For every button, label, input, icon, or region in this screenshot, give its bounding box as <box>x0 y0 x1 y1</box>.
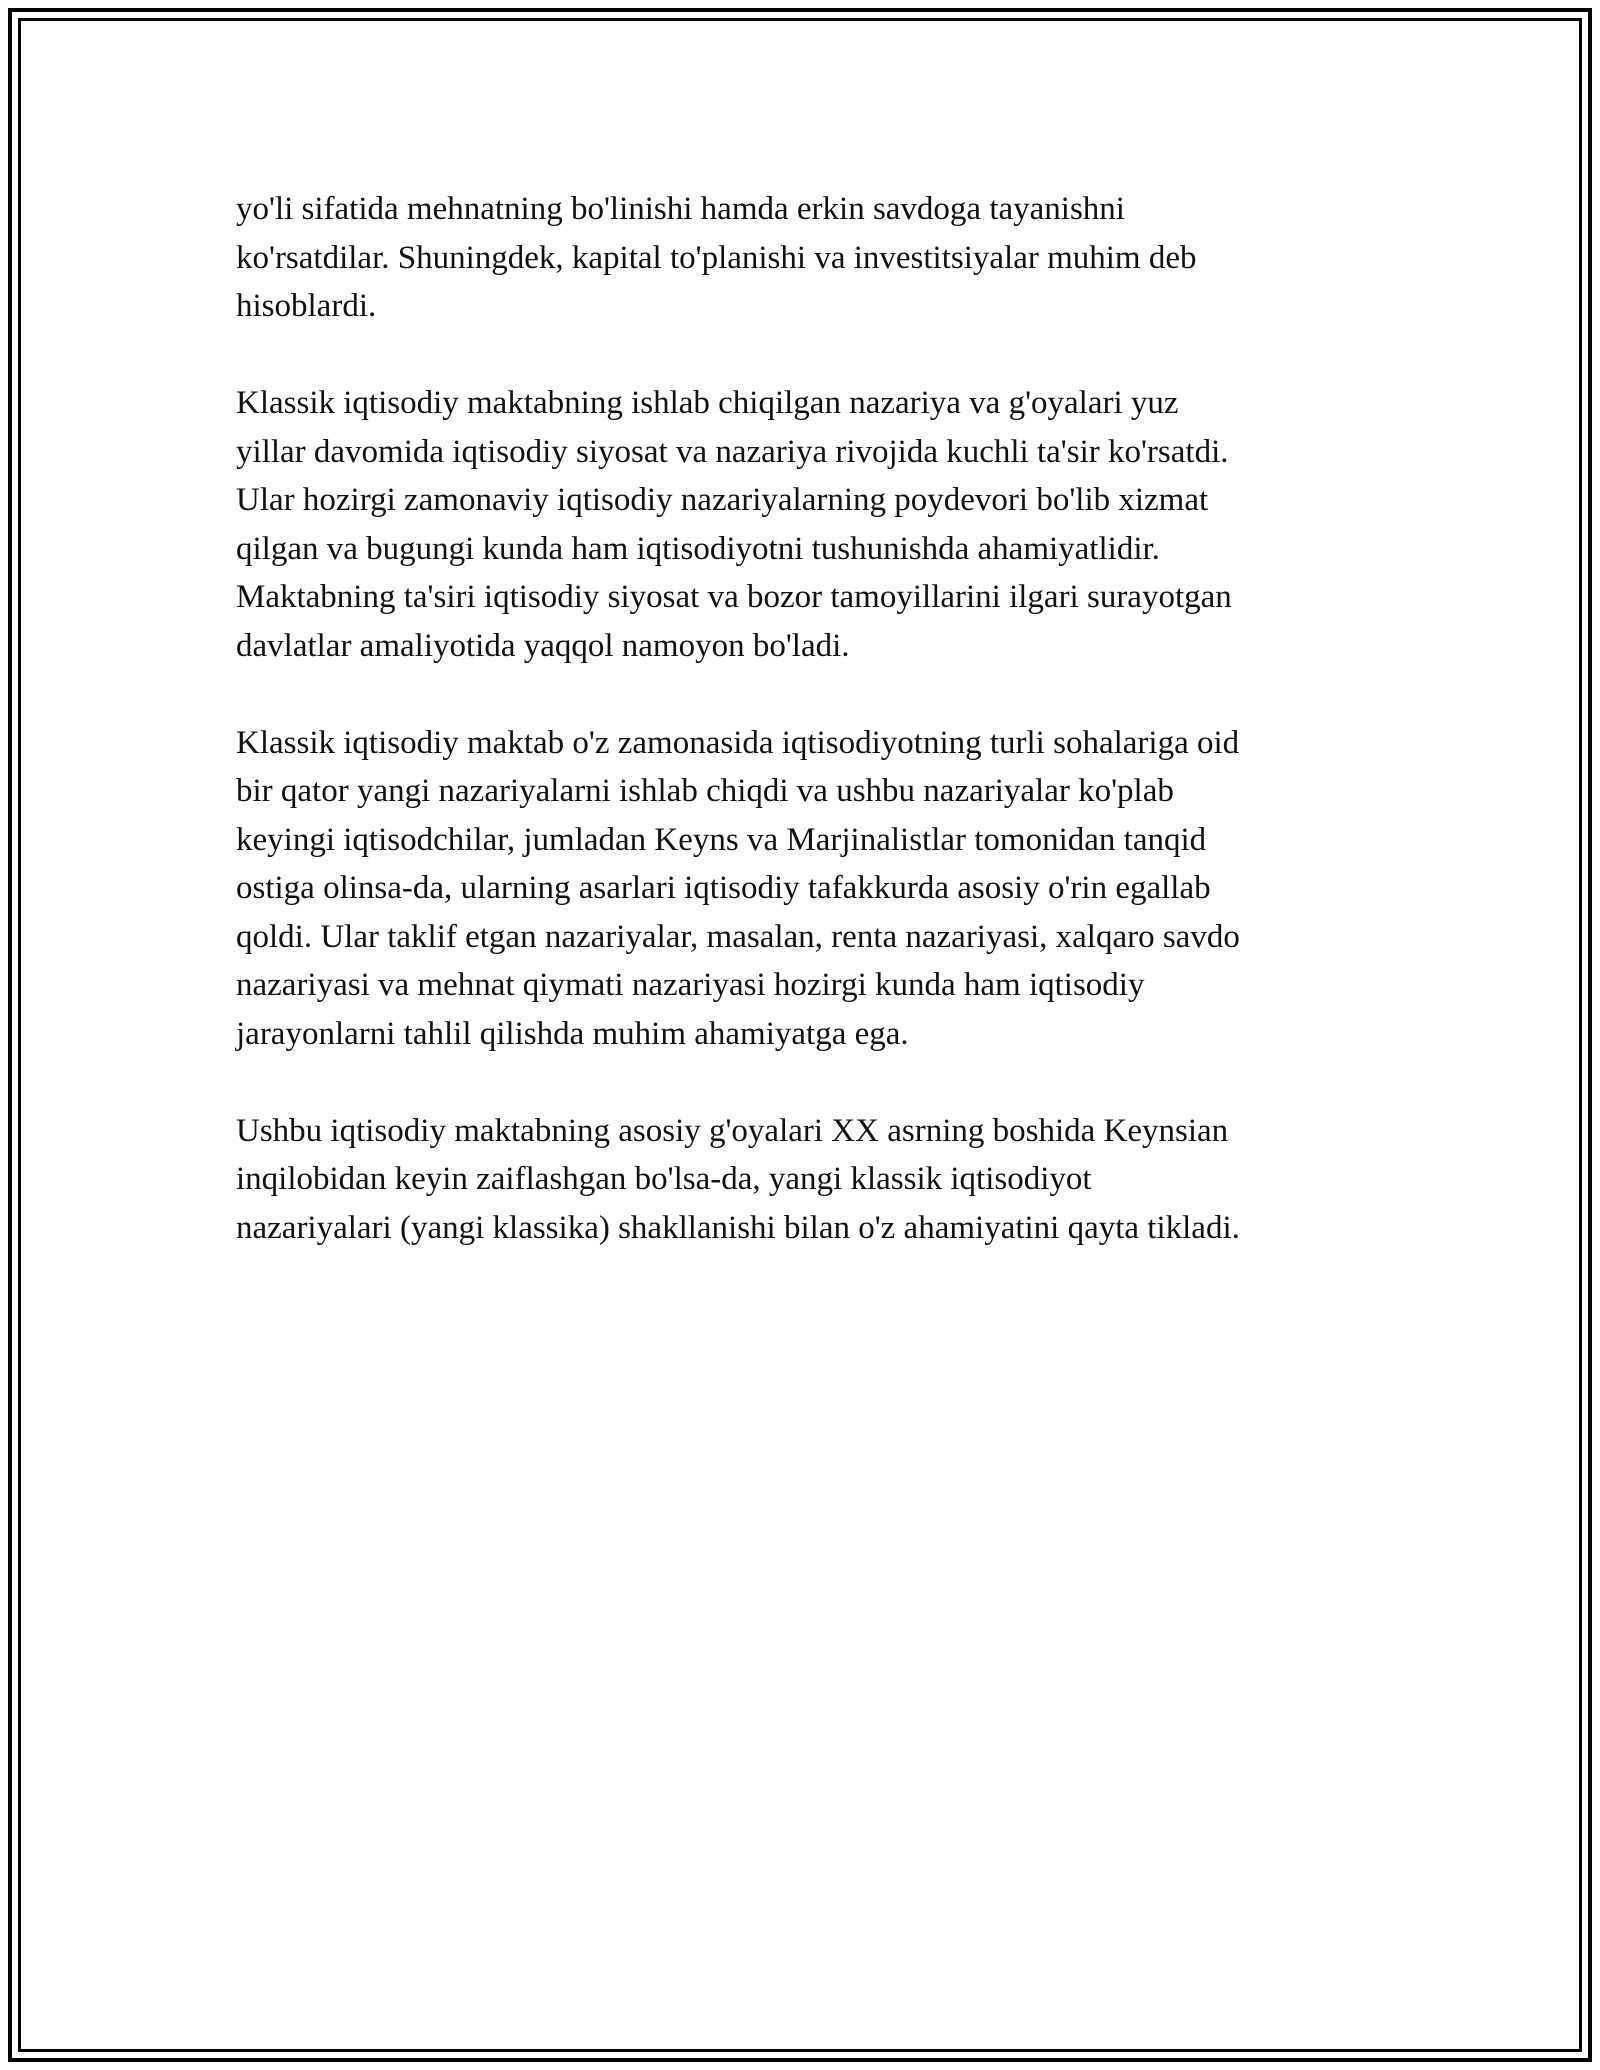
document-body <box>236 185 1356 1301</box>
paragraph-3: Klassik iqtisodiy maktab o'z zamonasida iqtisodiyotning turli sohalariga oid bir qator yangi nazariyalarni ishlab chiqdi va ushbu nazariyalar ko'plab keyingi iqtisodchilar, jumladan Keyns va Marjinalistlar tomonidan tanqid ostiga olinsa-da, ularning asarlari iqtisodiy tafakkurda asosiy o'rin egallab qoldi. Ular taklif etgan nazariyalar, masalan, renta nazariyasi, xalqaro savdo nazariyasi va mehnat qiymati nazariyasi hozirgi kunda ham iqtisodiy jarayonlarni tahlil qilishda muhim ahamiyatga ega. <box>236 724 1240 1052</box>
paragraph-1: yo'li sifatida mehnatning bo'linishi hamda erkin savdoga tayanishni ko'rsatdilar. Shuningdek, kapital to'planishi va investitsiyalar muhim deb hisoblardi. <box>236 191 1197 324</box>
paragraph-2: Klassik iqtisodiy maktabning ishlab chiqilgan nazariya va g'oyalari yuz yillar davomida iqtisodiy siyosat va nazariya rivojida kuchli ta'sir ko'rsatdi. Ular hozirgi zamonaviy iqtisodiy nazariyalarning poydevori bo'lib xizmat qilgan va bugungi kunda ham iqtisodiyotni tushunishda ahamiyatlidir. Maktabning ta'siri iqtisodiy siyosat va bozor tamoyillarini ilgari surayotgan davlatlar amaliyotida yaqqol namoyon bo'ladi. <box>236 385 1232 664</box>
paragraph-4: Ushbu iqtisodiy maktabning asosiy g'oyalari XX asrning boshida Keynsian inqilobidan keyin zaiflashgan bo'lsa-da, yangi klassik iqtisodiyot nazariyalari (yangi klassika) shakllanishi bilan o'z ahamiyatini qayta tikladi. <box>236 1112 1240 1246</box>
